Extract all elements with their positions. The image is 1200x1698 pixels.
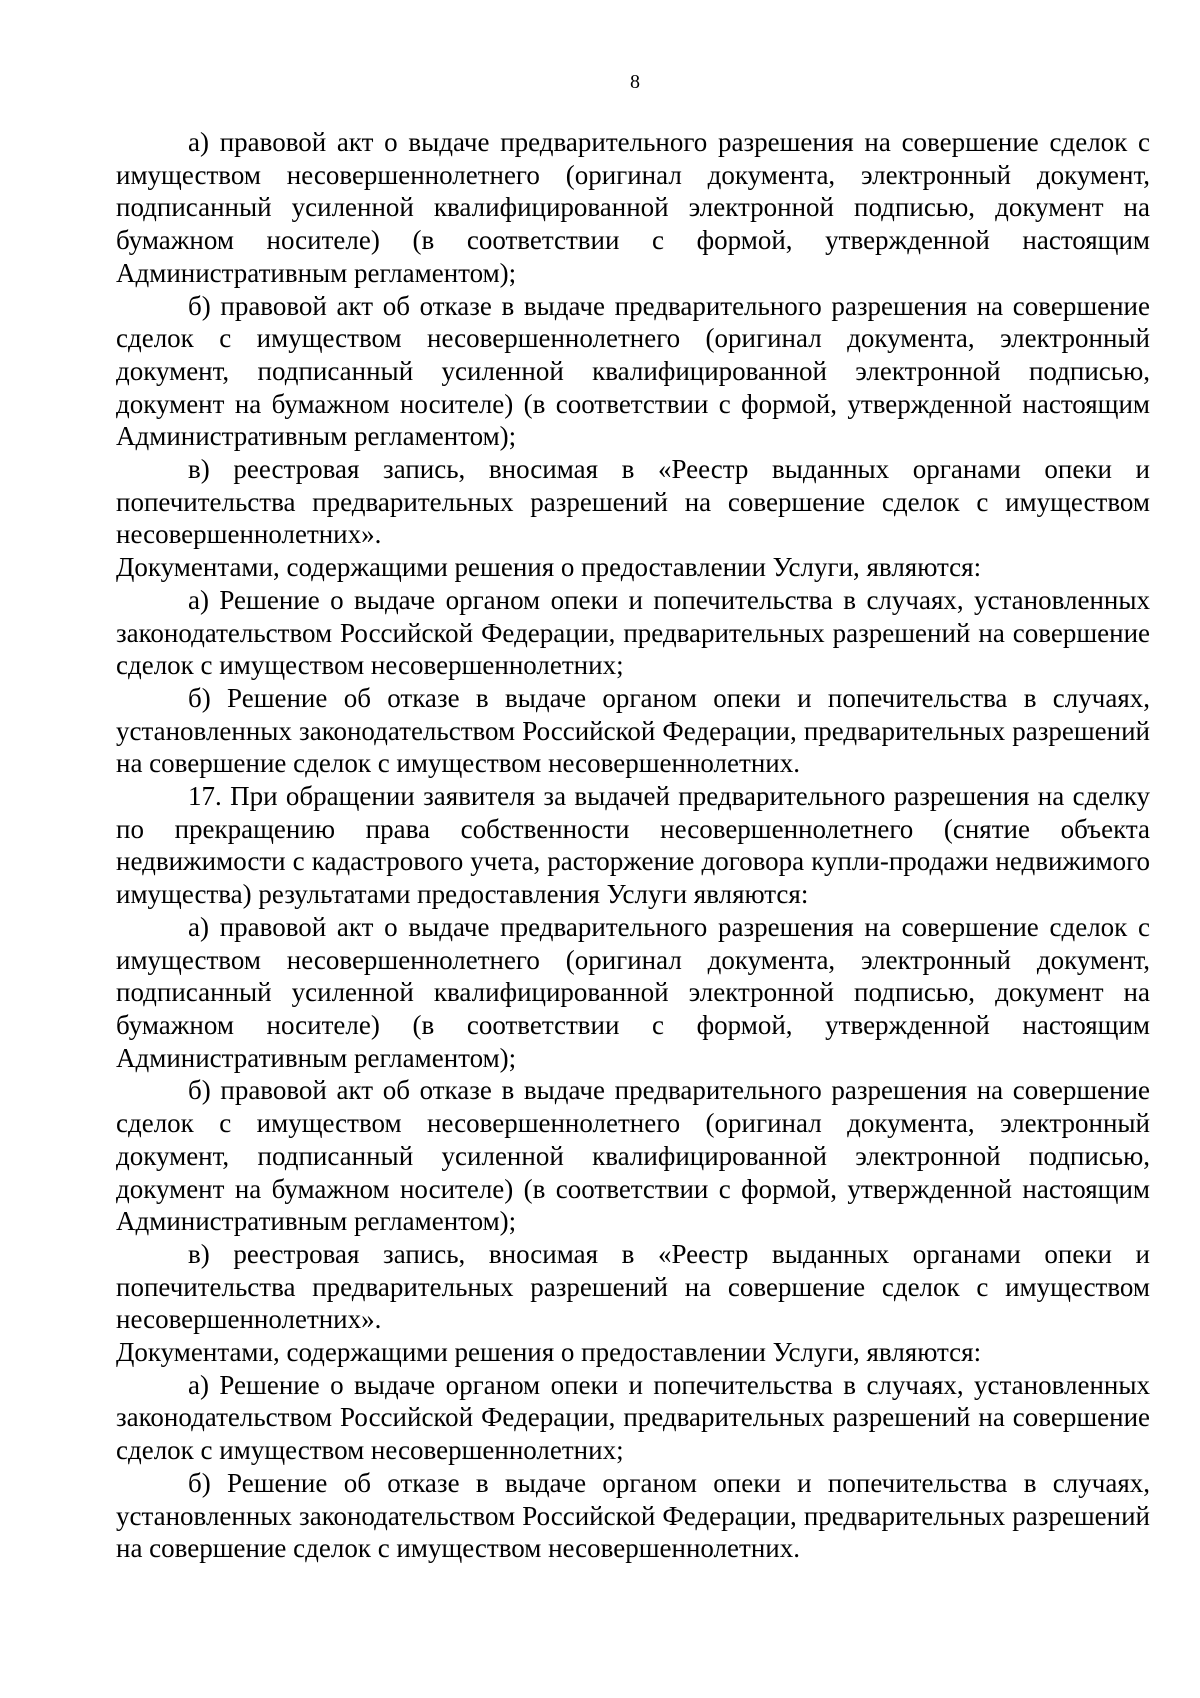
page-number: 8 bbox=[630, 71, 640, 93]
paragraph-clause-17-decision-heading: Документами, содержащими решения о предоставлении Услуги, являются: bbox=[116, 1337, 982, 1368]
paragraph-clause-17-result-c: в) реестровая запись, вносимая в «Реестр выданных органами опеки и попечительства предварительных разрешений на совершение сделок с имуществом несовершеннолетних». bbox=[116, 1238, 1150, 1335]
paragraph-clause-17: 17. При обращении заявителя за выдачей предварительного разрешения на сделку по прекращению права собственности несовершеннолетнего (снятие объекта недвижимости с кадастрового учета, расторжение договора купли-продажи недвижимого имущества) результатами предоставления Услуги являются: bbox=[116, 781, 1150, 910]
paragraph-result-a-approval-act: а) правовой акт о выдаче предварительного разрешения на совершение сделок с имуществом несовершеннолетнего (оригинал документа, электронный документ, подписанный усиленной квалифицированной электронной подписью, документ на бумажном носителе) (в соответствии с формой, утвержденной настоящим Административным регламентом); bbox=[116, 127, 1150, 288]
paragraph-clause-17-result-b: б) правовой акт об отказе в выдаче предварительного разрешения на совершение сделок с имуществом несовершеннолетнего (оригинал документа, электронный документ, подписанный усиленной квалифицированной электронной подписью, документ на бумажном носителе) (в соответствии с формой, утвержденной настоящим Административным регламентом); bbox=[116, 1075, 1150, 1237]
paragraph-decision-b: б) Решение об отказе в выдаче органом опеки и попечительства в случаях, установленных законодательством Российской Федерации, предварительных разрешений на совершение сделок с имуществом несовершеннолетних. bbox=[116, 682, 1150, 779]
document-body bbox=[116, 126, 1150, 1565]
paragraph-decision-a: а) Решение о выдаче органом опеки и попечительства в случаях, установленных законодательством Российской Федерации, предварительных разрешений на совершение сделок с имуществом несовершеннолетних; bbox=[116, 584, 1150, 681]
paragraph-result-b-refusal-act: б) правовой акт об отказе в выдаче предварительного разрешения на совершение сделок с имуществом несовершеннолетнего (оригинал документа, электронный документ, подписанный усиленной квалифицированной электронной подписью, документ на бумажном носителе) (в соответствии с формой, утвержденной настоящим Административным регламентом); bbox=[116, 290, 1150, 452]
paragraph-decision-documents-heading: Документами, содержащими решения о предоставлении Услуги, являются: bbox=[116, 552, 982, 583]
paragraph-clause-17-decision-b: б) Решение об отказе в выдаче органом опеки и попечительства в случаях, установленных законодательством Российской Федерации, предварительных разрешений на совершение сделок с имуществом несовершеннолетних. bbox=[116, 1467, 1150, 1564]
paragraph-result-c-registry-entry: в) реестровая запись, вносимая в «Реестр выданных органами опеки и попечительства предварительных разрешений на совершение сделок с имуществом несовершеннолетних». bbox=[116, 454, 1150, 550]
paragraph-clause-17-result-a: а) правовой акт о выдаче предварительного разрешения на совершение сделок с имуществом несовершеннолетнего (оригинал документа, электронный документ, подписанный усиленной квалифицированной электронной подписью, документ на бумажном носителе) (в соответствии с формой, утвержденной настоящим Административным регламентом); bbox=[116, 911, 1150, 1073]
paragraph-clause-17-decision-a: а) Решение о выдаче органом опеки и попечительства в случаях, установленных законодательством Российской Федерации, предварительных разрешений на совершение сделок с имуществом несовершеннолетних; bbox=[116, 1369, 1150, 1466]
